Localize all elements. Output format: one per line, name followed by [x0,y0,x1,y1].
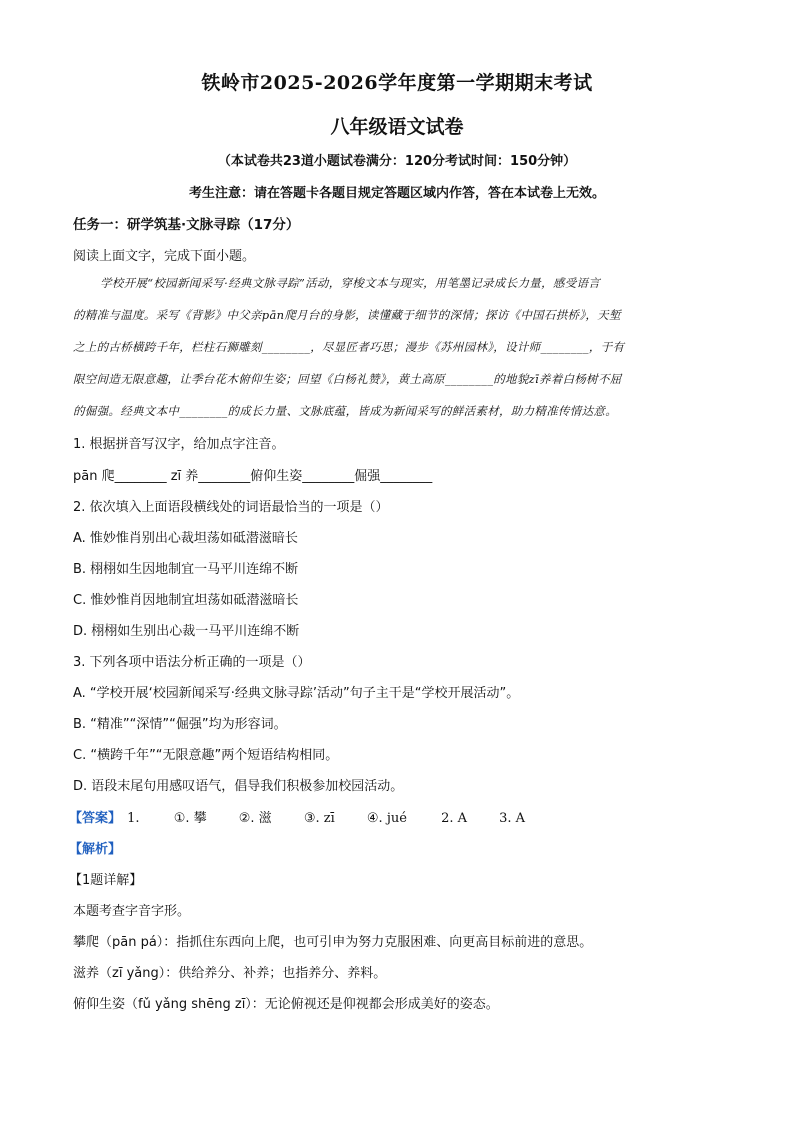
question-2-option-a: A. 惟妙惟肖别出心裁坦荡如砥潜滋暗长 [73,531,298,546]
task-instruction: 阅读上面文字，完成下面小题。 [73,249,256,264]
analysis-line: 俯仰生姿（fǔ yǎng shēng zī）：无论俯视还是仰视都会形成美好的姿态。 [73,997,499,1012]
question-2-option-c: C. 惟妙惟肖因地制宜坦荡如砥潜滋暗长 [73,593,299,608]
answer-row [69,807,525,826]
question-3-option-b: B. “精准”“深情”“倔强”均为形容词。 [73,717,287,732]
answer-item: ①. 攀 [173,811,207,826]
paper-subtitle: 八年级语文试卷 [330,116,464,138]
question-1-blanks: pān 爬________ zī 养________俯仰生姿________倔强________ [73,469,433,484]
analysis-subheading: 【1题详解】 [69,873,143,888]
passage-line: 限空间造无限意趣，让季台花木俯仰生姿；回望《白杨礼赞》，黄土高原________的地貌zī养着白杨树不屈 [73,372,622,386]
answer-tag: 【答案】 [69,811,122,826]
analysis-tag: 【解析】 [69,842,122,857]
question-1-stem: 1. 根据拼音写汉字，给加点字注音。 [73,437,285,452]
passage-line: 的精准与温度。采写《背影》中父亲pān爬月台的身影，读懂藏于细节的深情；探访《中国石拱桥》，天堑 [73,308,621,322]
answer-item: ④. jué [366,811,407,826]
answer-item: 2. A [441,811,467,826]
answer-item: ②. 滋 [238,811,272,826]
question-3-option-a: A. “学校开展‘校园新闻采写·经典文脉寻踪’活动”句子主干是“学校开展活动”。 [73,686,520,701]
question-2-option-b: B. 栩栩如生因地制宜一马平川连绵不断 [73,562,299,577]
passage-line: 之上的古桥横跨千年，栏柱石狮雕刻________，尽显匠者巧思；漫步《苏州园林》，设计师________，于有 [73,340,625,354]
answer-item: 3. A [499,811,526,826]
analysis-line: 本题考查字音字形。 [73,904,191,919]
question-3-option-d: D. 语段末尾句用感叹语气，倡导我们积极参加校园活动。 [73,779,404,794]
passage-line: 学校开展“校园新闻采写·经典文脉寻踪”活动，穿梭文本与现实，用笔墨记录成长力量，感受语言 [100,276,601,290]
question-2-stem: 2. 依次填入上面语段横线处的词语最恰当的一项是（） [73,500,389,515]
exam-notice: 考生注意：请在答题卡各题目规定答题区域内作答，答在本试卷上无效。 [188,186,605,201]
question-3-stem: 3. 下列各项中语法分析正确的一项是（） [73,655,311,670]
question-3-option-c: C. “横跨千年”“无限意趣”两个短语结构相同。 [73,748,339,763]
exam-info: （本试卷共23道小题试卷满分：120分考试时间：150分钟） [217,154,577,169]
answer-item: 1. [127,811,140,826]
task-heading: 任务一：研学筑基·文脉寻踪（17分） [73,217,300,233]
passage-line: 的倔强。经典文本中________的成长力量、文脉底蕴，皆成为新闻采写的鲜活素材，助力精准传情达意。 [73,404,617,418]
analysis-line: 攀爬（pān pá）：指抓住东西向上爬，也可引申为努力克服困难、向更高目标前进的意思。 [73,935,593,950]
exam-title: 铁岭市2025-2026学年度第一学期期末考试 [201,72,593,94]
analysis-line: 滋养（zī yǎng）：供给养分、补养；也指养分、养料。 [73,966,387,981]
answer-item: ③. zī [303,811,335,826]
question-2-option-d: D. 栩栩如生别出心裁一马平川连绵不断 [73,624,300,639]
